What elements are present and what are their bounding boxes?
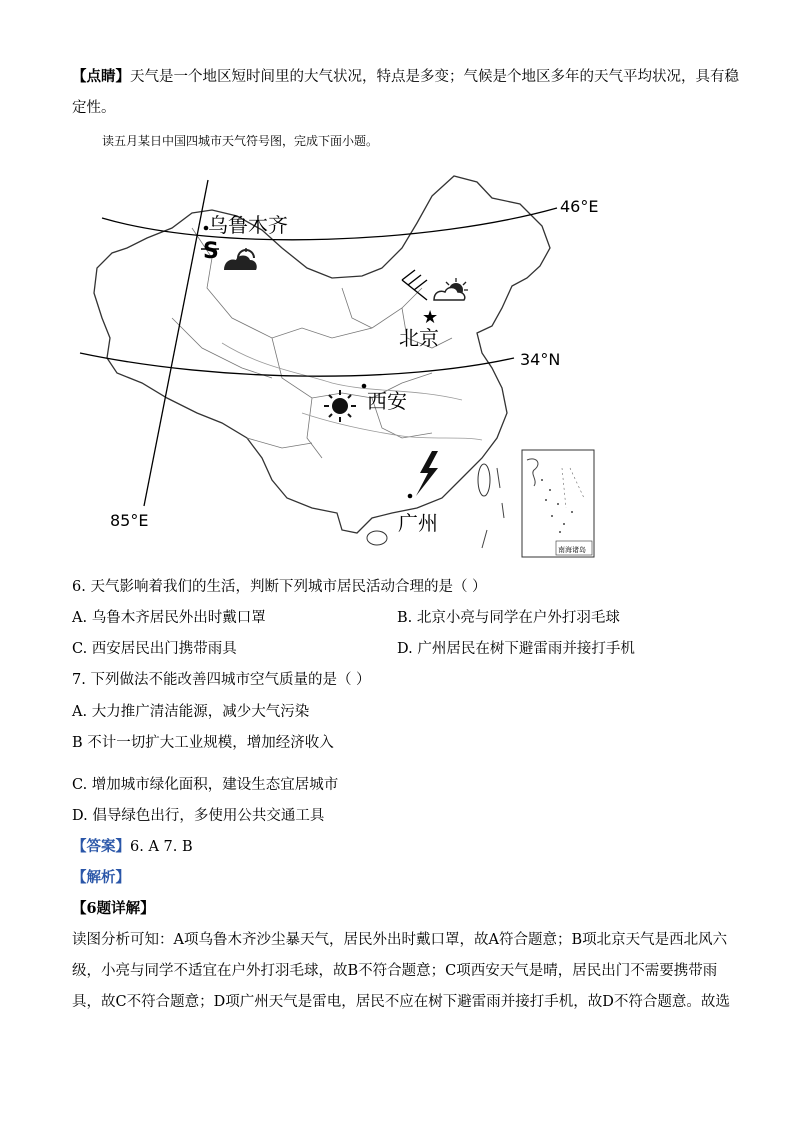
hainan-island <box>367 531 387 545</box>
detail6-line-3: 具，故C不符合题意；D项广州天气是雷电，居民不应在树下避雷雨并接打手机，故D不符合题意。故选 <box>72 994 730 1010</box>
note-text-1: 天气是一个地区短时间里的大气状况，特点是多变；气候是个地区多年的天气平均状况，具有稳 <box>130 69 739 85</box>
detail6-heading <box>72 899 155 919</box>
analysis-line <box>72 868 130 888</box>
lat-34-label: 34°N <box>520 350 561 369</box>
note-line-2: 定性。 <box>72 100 116 116</box>
city-dot-xian <box>362 384 367 389</box>
lat-46-label: 46°E <box>560 197 599 216</box>
city-label-urumqi: 乌鲁木齐 <box>208 213 288 237</box>
boundary-dashes <box>482 468 504 548</box>
detail6-line-1: 读图分析可知：A项乌鲁木齐沙尘暴天气，居民外出时戴口罩，故A符合题意；B项北京天气是西北风六 <box>72 932 728 948</box>
cloudy-sun-icon <box>434 278 468 300</box>
lightning-icon <box>416 451 438 496</box>
q7-stem: 7. 下列做法不能改善四城市空气质量的是（ ） <box>72 672 371 688</box>
city-dot-guangzhou <box>408 494 413 499</box>
note-label: 【点睛】 <box>72 68 130 85</box>
city-dot-urumqi <box>204 226 209 231</box>
sandstorm-icon <box>201 239 219 264</box>
q6-option-b: B. 北京小亮与同学在户外打羽毛球 <box>397 610 620 626</box>
detail6-label: 【6题详解】 <box>72 900 155 917</box>
lat-46-line <box>102 208 557 240</box>
china-outline <box>94 176 550 533</box>
taiwan-island <box>478 464 490 496</box>
inset-label: 南海诸岛 <box>558 546 586 554</box>
q7-option-d: D. 倡导绿色出行，多使用公共交通工具 <box>72 808 325 824</box>
q7-option-c: C. 增加城市绿化面积，建设生态宜居城市 <box>72 777 339 793</box>
city-label-xian: 西安 <box>367 389 407 413</box>
intro-text: 读五月某日中国四城市天气符号图，完成下面小题。 <box>102 134 379 148</box>
q7-option-b: B 不计一切扩大工业规模，增加经济收入 <box>72 735 334 751</box>
q6-option-c: C. 西安居民出门携带雨具 <box>72 641 237 657</box>
city-label-guangzhou: 广州 <box>398 511 438 535</box>
q7-option-a: A. 大力推广清洁能源，减少大气污染 <box>72 704 310 720</box>
answer-line <box>72 837 193 857</box>
answer-label: 【答案】 <box>72 838 130 855</box>
note-line-1 <box>72 67 739 87</box>
detail6-line-2: 级，小亮与同学不适宜在户外打羽毛球，故B不符合题意；C项西安天气是晴，居民出门不需要携带雨 <box>72 963 718 979</box>
south-china-sea-inset <box>522 450 594 557</box>
lon-85-label: 85°E <box>110 511 149 530</box>
river-lines <box>222 343 482 440</box>
svg-text:S: S <box>203 239 219 264</box>
cloudy-sun-icon <box>224 248 257 270</box>
china-weather-map <box>72 168 632 563</box>
city-label-beijing: 北京 <box>399 326 439 350</box>
answer-text: 6. A 7. B <box>130 839 193 855</box>
capital-star-icon: ★ <box>422 307 439 328</box>
q6-option-a: A. 乌鲁木齐居民外出时戴口罩 <box>72 610 266 626</box>
q6-option-d: D. 广州居民在树下避雷雨并接打手机 <box>397 641 635 657</box>
lat-34-line <box>80 353 514 376</box>
q6-stem: 6. 天气影响着我们的生活，判断下列城市居民活动合理的是（ ） <box>72 579 487 595</box>
analysis-label: 【解析】 <box>72 869 130 886</box>
